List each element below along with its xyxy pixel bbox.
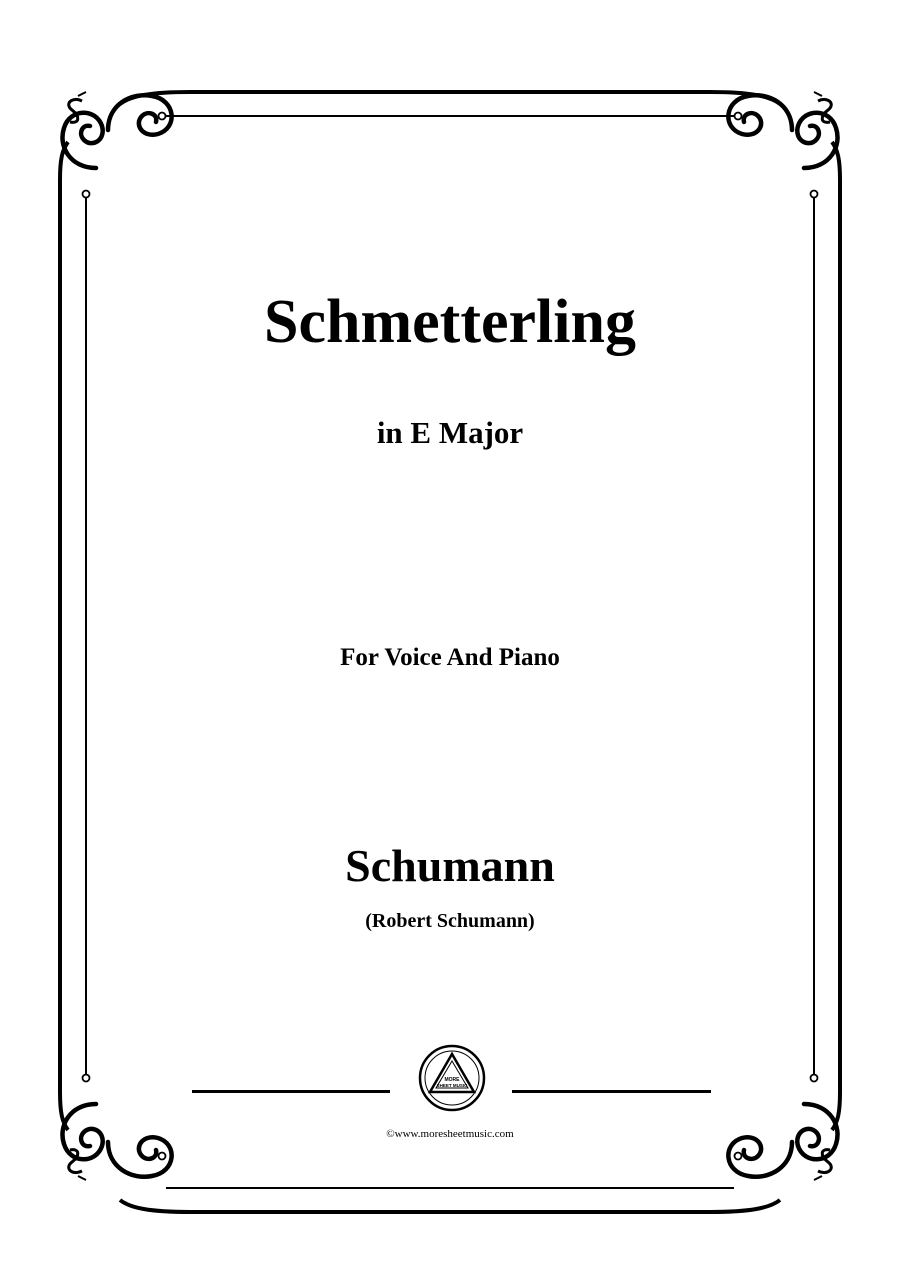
instrumentation: For Voice And Piano (340, 644, 560, 671)
corner-scroll-icon (728, 92, 837, 198)
key-signature: in E Major (376, 415, 524, 450)
score-title: Schmetterling (264, 288, 636, 356)
svg-text:SHEET MUSIC: SHEET MUSIC (436, 1083, 468, 1088)
composer-full-name: (Robert Schumann) (365, 910, 535, 932)
copyright-url: ©www.moresheetmusic.com (386, 1128, 514, 1140)
publisher-logo-icon (418, 1044, 486, 1112)
composer-name: Schumann (345, 840, 555, 891)
svg-text:MORE: MORE (444, 1077, 460, 1083)
footer-rule-left (192, 1090, 390, 1093)
corner-scroll-icon (62, 92, 171, 198)
footer-rule-right (512, 1090, 711, 1093)
